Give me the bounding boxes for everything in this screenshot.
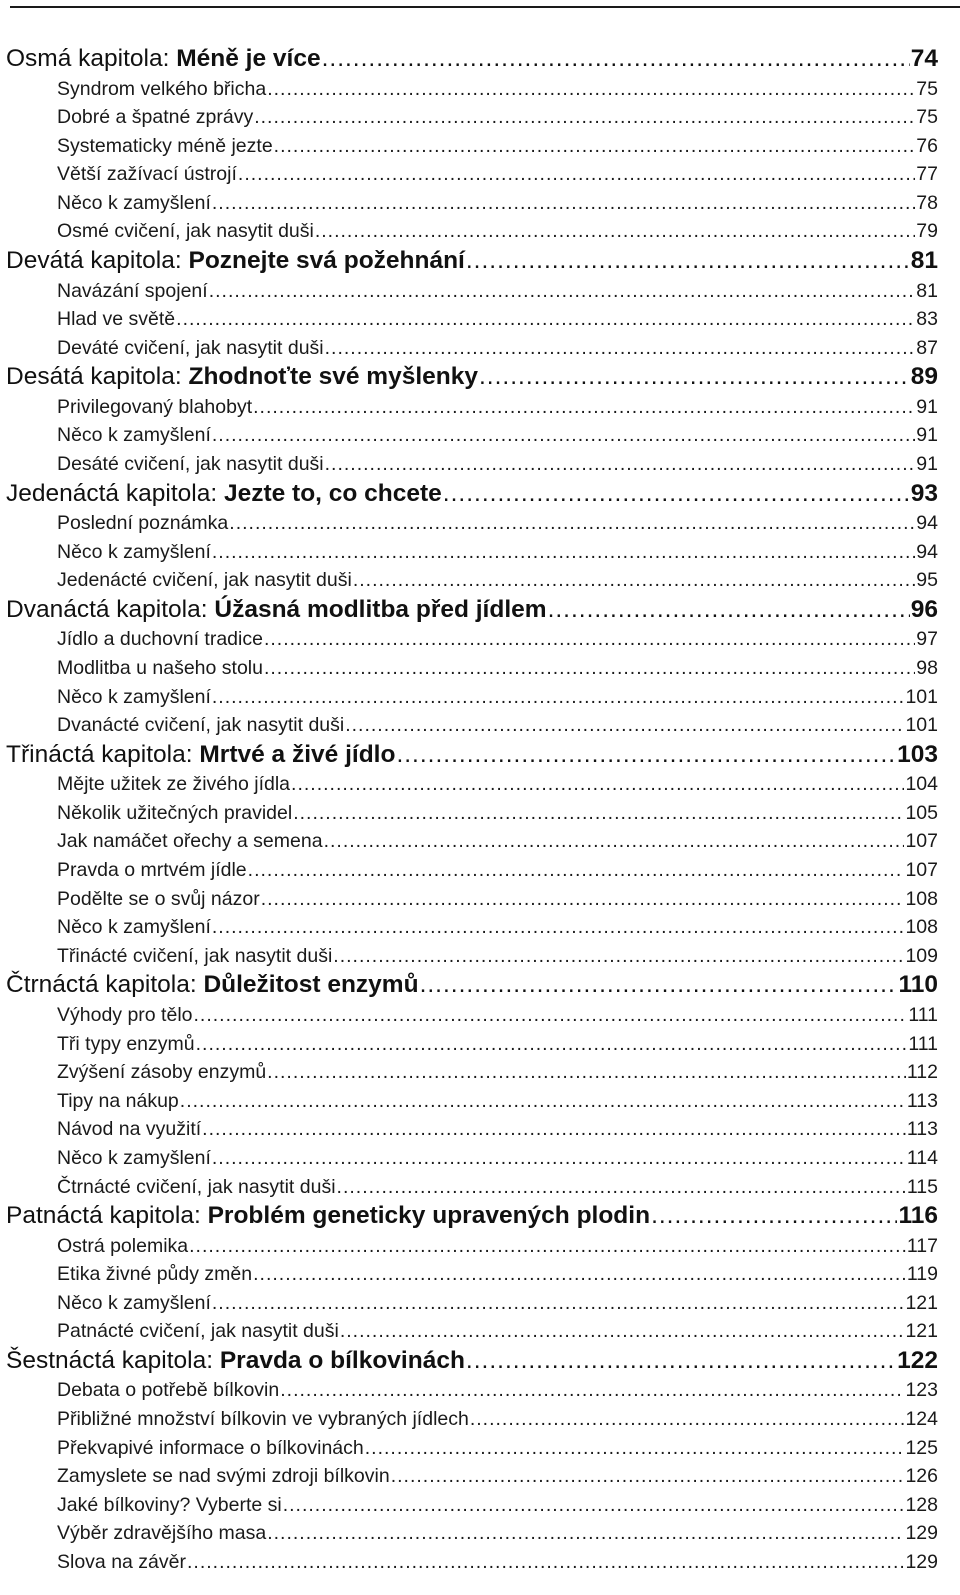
section-entry[interactable] — [0, 711, 960, 740]
dot-leader — [267, 1519, 904, 1548]
section-label: Něco k zamyšlení — [57, 424, 211, 447]
chapter-title: Pravda o bílkovinách — [219, 1346, 465, 1374]
section-page-number: 97 — [916, 628, 938, 651]
section-page-number: 108 — [905, 916, 938, 939]
dot-leader — [548, 595, 910, 626]
dot-leader — [229, 509, 915, 538]
dot-leader — [345, 711, 904, 740]
dot-leader — [466, 246, 910, 277]
section-page-number: 121 — [905, 1320, 938, 1343]
section-page-number: 117 — [906, 1234, 938, 1257]
chapter-prefix: Třináctá kapitola: — [6, 740, 200, 768]
section-label: Patnácté cvičení, jak nasytit duši — [57, 1320, 339, 1343]
chapter-entry[interactable] — [0, 479, 960, 510]
section-page-number: 123 — [905, 1379, 938, 1402]
dot-leader — [212, 913, 905, 942]
section-entry[interactable] — [0, 1376, 960, 1405]
dot-leader — [391, 1462, 905, 1491]
dot-leader — [479, 362, 910, 393]
dot-leader — [651, 1201, 897, 1232]
section-entry[interactable] — [0, 566, 960, 595]
section-entry[interactable] — [0, 1519, 960, 1548]
section-label: Jídlo a duchovní tradice — [57, 628, 263, 651]
section-label: Desáté cvičení, jak nasytit duši — [57, 453, 324, 476]
dot-leader — [267, 1058, 906, 1087]
section-page-number: 121 — [905, 1291, 938, 1314]
chapter-prefix: Devátá kapitola: — [6, 247, 189, 275]
section-page-number: 101 — [905, 685, 938, 708]
table-of-contents — [0, 44, 960, 1577]
dot-leader — [212, 189, 915, 218]
section-page-number: 124 — [905, 1408, 938, 1431]
chapter-page-number: 103 — [897, 740, 938, 768]
section-entry[interactable] — [0, 1173, 960, 1202]
section-label: Systematicky méně jezte — [57, 134, 273, 157]
dot-leader — [466, 1346, 896, 1377]
section-entry[interactable] — [0, 1462, 960, 1491]
dot-leader — [470, 1405, 905, 1434]
section-entry[interactable] — [0, 132, 960, 161]
chapter-entry[interactable] — [0, 44, 960, 75]
chapter-entry[interactable] — [0, 246, 960, 277]
chapter-page-number: 81 — [910, 247, 938, 275]
section-label: Něco k zamyšlení — [57, 540, 211, 563]
section-entry[interactable] — [0, 1058, 960, 1087]
section-page-number: 91 — [916, 453, 938, 476]
chapter-title: Úžasná modlitba před jídlem — [214, 595, 547, 623]
chapter-title: Zhodnoťte své myšlenky — [188, 363, 478, 391]
section-entry[interactable] — [0, 625, 960, 654]
dot-leader — [291, 770, 904, 799]
section-entry[interactable] — [0, 1317, 960, 1346]
chapter-entry[interactable] — [0, 1346, 960, 1377]
section-entry[interactable] — [0, 160, 960, 189]
section-entry[interactable] — [0, 683, 960, 712]
section-label: Čtrnácté cvičení, jak nasytit duši — [57, 1175, 336, 1198]
chapter-label — [6, 595, 547, 626]
section-page-number: 98 — [916, 657, 938, 679]
dot-leader — [194, 1001, 908, 1030]
dot-leader — [267, 75, 915, 104]
dot-leader — [353, 566, 915, 595]
section-entry[interactable] — [0, 277, 960, 306]
dot-leader — [293, 799, 904, 828]
section-label: Ostrá polemika — [57, 1234, 189, 1257]
dot-leader — [261, 885, 905, 914]
section-label: Dobré a špatné zprávy — [57, 106, 254, 129]
section-label: Něco k zamyšlení — [57, 1291, 211, 1314]
dot-leader — [325, 334, 916, 363]
section-page-number: 77 — [916, 163, 938, 186]
section-entry[interactable] — [0, 856, 960, 885]
section-entry[interactable] — [0, 770, 960, 799]
dot-leader — [396, 740, 896, 771]
section-page-number: 101 — [905, 714, 938, 737]
chapter-entry[interactable] — [0, 1201, 960, 1232]
chapter-page-number: 89 — [910, 363, 938, 391]
section-entry[interactable] — [0, 799, 960, 828]
section-label: Debata o potřebě bílkovin — [57, 1379, 280, 1402]
chapter-prefix: Osmá kapitola: — [6, 45, 177, 72]
section-entry[interactable] — [0, 1405, 960, 1434]
section-label: Něco k zamyšlení — [57, 1146, 211, 1169]
section-label: Hlad ve světě — [57, 308, 176, 331]
dot-leader — [264, 625, 915, 654]
dot-leader — [196, 1030, 908, 1059]
chapter-entry[interactable] — [0, 970, 960, 1001]
section-label: Mějte užitek ze živého jídla — [57, 773, 291, 796]
dot-leader — [280, 1376, 904, 1405]
section-page-number: 91 — [916, 395, 938, 418]
section-entry[interactable] — [0, 1548, 960, 1577]
dot-leader — [180, 1087, 906, 1116]
dot-leader — [324, 827, 905, 856]
chapter-entry[interactable] — [0, 362, 960, 393]
chapter-prefix: Šestnáctá kapitola: — [6, 1346, 220, 1374]
section-entry[interactable] — [0, 1232, 960, 1261]
section-label: Zvýšení zásoby enzymů — [57, 1061, 267, 1084]
section-page-number: 115 — [906, 1175, 938, 1198]
section-entry[interactable] — [0, 538, 960, 567]
section-page-number: 108 — [905, 887, 938, 910]
section-page-number: 81 — [916, 279, 938, 302]
chapter-label — [6, 479, 442, 510]
section-label: Překvapivé informace o bílkovinách — [57, 1436, 364, 1459]
section-entry[interactable] — [0, 421, 960, 450]
dot-leader — [264, 654, 915, 683]
dot-leader — [253, 1260, 906, 1289]
dot-leader — [212, 1144, 906, 1173]
dot-leader — [189, 1232, 906, 1261]
section-label: Podělte se o svůj názor — [57, 887, 260, 910]
section-label: Etika živné půdy změn — [57, 1263, 253, 1286]
section-entry[interactable] — [0, 827, 960, 856]
section-label: Větší zažívací ústrojí — [57, 163, 237, 186]
section-label: Jaké bílkoviny? Vyberte si — [57, 1493, 282, 1516]
chapter-title: Jezte to, co chcete — [223, 479, 442, 507]
dot-leader — [322, 44, 910, 75]
chapter-page-number: 116 — [898, 1202, 938, 1230]
section-page-number: 79 — [916, 220, 938, 243]
dot-leader — [209, 277, 916, 306]
dot-leader — [212, 683, 905, 712]
section-page-number: 107 — [905, 859, 938, 882]
chapter-title: Poznejte svá požehnání — [188, 247, 465, 275]
section-page-number: 83 — [916, 308, 938, 331]
section-entry[interactable] — [0, 450, 960, 479]
section-label: Tipy na nákup — [57, 1089, 179, 1112]
section-entry[interactable] — [0, 509, 960, 538]
section-entry[interactable] — [0, 1087, 960, 1116]
chapter-page-number: 96 — [910, 595, 938, 623]
chapter-prefix: Desátá kapitola: — [6, 363, 189, 391]
dot-leader — [176, 305, 915, 334]
chapter-label — [6, 246, 465, 277]
chapter-entry[interactable] — [0, 595, 960, 626]
section-page-number: 111 — [908, 1003, 938, 1026]
dot-leader — [274, 132, 916, 161]
section-entry[interactable] — [0, 1001, 960, 1030]
section-page-number: 111 — [908, 1032, 938, 1055]
section-entry[interactable] — [0, 1434, 960, 1463]
section-label: Pravda o mrtvém jídle — [57, 859, 247, 882]
section-label: Privilegovaný blahobyt — [57, 395, 253, 418]
section-label: Třinácté cvičení, jak nasytit duši — [57, 944, 333, 967]
section-entry[interactable] — [0, 913, 960, 942]
dot-leader — [340, 1317, 905, 1346]
section-page-number: 105 — [905, 801, 938, 824]
section-page-number: 94 — [916, 512, 938, 535]
section-entry[interactable] — [0, 1115, 960, 1144]
section-label: Návod na využití — [57, 1118, 202, 1141]
dot-leader — [248, 856, 905, 885]
section-page-number: 109 — [905, 944, 938, 967]
chapter-label — [6, 362, 478, 393]
section-page-number: 75 — [916, 77, 938, 100]
section-label: Jak namáčet ořechy a semena — [57, 830, 323, 853]
section-entry[interactable] — [0, 305, 960, 334]
section-entry[interactable] — [0, 189, 960, 218]
section-label: Jedenácté cvičení, jak nasytit duši — [57, 569, 352, 592]
chapter-page-number: 110 — [898, 971, 938, 999]
chapter-label — [6, 1346, 465, 1377]
section-label: Výhody pro tělo — [57, 1003, 193, 1026]
dot-leader — [212, 1289, 905, 1318]
dot-leader — [315, 217, 915, 246]
chapter-prefix: Jedenáctá kapitola: — [6, 479, 224, 507]
dot-leader — [253, 393, 915, 422]
chapter-title: Mrtvé a živé jídlo — [199, 740, 396, 768]
section-label: Zamyslete se nad svými zdroji bílkovin — [57, 1465, 390, 1488]
chapter-prefix: Patnáctá kapitola: — [6, 1202, 208, 1230]
section-label: Poslední poznámka — [57, 512, 229, 535]
section-page-number: 126 — [905, 1465, 938, 1488]
section-page-number: 75 — [916, 106, 938, 129]
chapter-prefix: Čtrnáctá kapitola: — [6, 971, 204, 999]
dot-leader — [202, 1115, 906, 1144]
section-label: Přibližné množství bílkovin ve vybraných jídlech — [57, 1408, 469, 1431]
section-entry[interactable] — [0, 942, 960, 971]
section-page-number: 94 — [916, 540, 938, 563]
section-page-number: 113 — [906, 1118, 938, 1141]
section-label: Tři typy enzymů — [57, 1032, 195, 1055]
section-label: Něco k zamyšlení — [57, 685, 211, 708]
dot-leader — [337, 1173, 906, 1202]
section-page-number: 114 — [906, 1146, 938, 1169]
section-page-number: 128 — [905, 1493, 938, 1516]
section-entry[interactable] — [0, 334, 960, 363]
chapter-page-number: 74 — [910, 45, 938, 72]
dot-leader — [325, 450, 916, 479]
dot-leader — [443, 479, 910, 510]
section-page-number: 78 — [916, 191, 938, 214]
dot-leader — [365, 1434, 905, 1463]
section-label: Modlitba u našeho stolu — [57, 657, 263, 679]
chapter-title: Problém geneticky upravených plodin — [207, 1202, 651, 1230]
dot-leader — [212, 538, 915, 567]
chapter-page-number: 93 — [910, 479, 938, 507]
chapter-entry[interactable] — [0, 740, 960, 771]
dot-leader — [254, 103, 915, 132]
dot-leader — [212, 421, 915, 450]
section-label: Osmé cvičení, jak nasytit duši — [57, 220, 314, 243]
section-label: Deváté cvičení, jak nasytit duši — [57, 336, 324, 359]
section-entry[interactable] — [0, 393, 960, 422]
section-entry[interactable] — [0, 103, 960, 132]
chapter-page-number: 122 — [897, 1346, 938, 1374]
section-label: Slova na závěr — [57, 1551, 186, 1574]
section-entry[interactable] — [0, 75, 960, 104]
dot-leader — [333, 942, 904, 971]
section-page-number: 91 — [916, 424, 938, 447]
section-label: Navázání spojení — [57, 279, 208, 302]
section-page-number: 119 — [906, 1263, 938, 1286]
dot-leader — [187, 1548, 904, 1577]
section-entry[interactable] — [0, 654, 960, 683]
section-entry[interactable] — [0, 1144, 960, 1173]
chapter-label — [6, 1201, 650, 1232]
section-page-number: 95 — [916, 569, 938, 592]
section-entry[interactable] — [0, 217, 960, 246]
section-entry[interactable] — [0, 885, 960, 914]
top-rule — [10, 6, 960, 8]
section-label: Několik užitečných pravidel — [57, 801, 293, 824]
section-label: Výběr zdravějšího masa — [57, 1522, 267, 1545]
section-label: Něco k zamyšlení — [57, 916, 211, 939]
section-page-number: 104 — [905, 773, 938, 796]
section-page-number: 107 — [905, 830, 938, 853]
chapter-label — [6, 740, 395, 771]
dot-leader — [238, 160, 915, 189]
section-label: Něco k zamyšlení — [57, 191, 211, 214]
chapter-label — [6, 970, 419, 1001]
section-label: Dvanácté cvičení, jak nasytit duši — [57, 714, 345, 737]
section-page-number: 129 — [905, 1522, 938, 1545]
chapter-prefix: Dvanáctá kapitola: — [6, 595, 215, 623]
section-page-number: 76 — [916, 134, 938, 157]
section-page-number: 113 — [906, 1089, 938, 1112]
section-page-number: 125 — [905, 1436, 938, 1459]
dot-leader — [420, 970, 898, 1001]
chapter-title: Méně je více — [176, 45, 321, 72]
section-label: Syndrom velkého břicha — [57, 77, 267, 100]
chapter-title: Důležitost enzymů — [203, 971, 419, 999]
section-page-number: 112 — [906, 1061, 938, 1084]
section-page-number: 129 — [905, 1551, 938, 1574]
section-page-number: 87 — [916, 336, 938, 359]
section-entry[interactable] — [0, 1030, 960, 1059]
chapter-label — [6, 44, 321, 75]
section-entry[interactable] — [0, 1289, 960, 1318]
section-entry[interactable] — [0, 1491, 960, 1520]
dot-leader — [283, 1491, 905, 1520]
section-entry[interactable] — [0, 1260, 960, 1289]
